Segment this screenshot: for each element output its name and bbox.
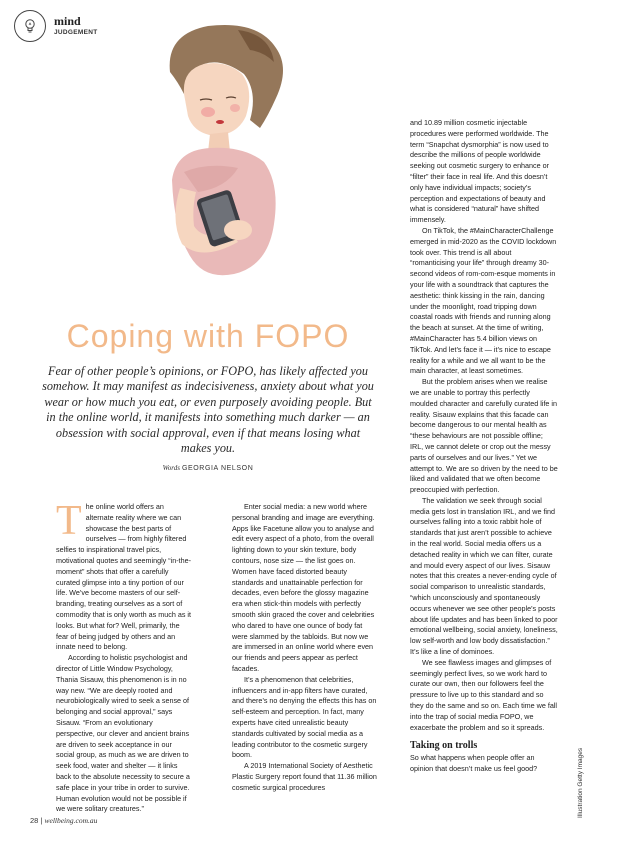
byline <box>40 464 376 472</box>
photo-credit: Illustration Getty Images <box>577 747 584 818</box>
footer-separator: | <box>40 816 43 825</box>
body-column-3 <box>410 118 558 775</box>
drop-cap: T <box>56 498 82 544</box>
page-footer <box>30 816 97 825</box>
body-column-1 <box>56 498 192 815</box>
body-paragraph: and 10.89 million cosmetic injectable procedures were performed worldwide. The term “Snapchat dysmorphia” is now used to describe the millions of people worldwide seeking out cosmetic surgery to enhance or “filter” their face in real life. And this doesn’t only have individual impacts; society’s perception and expectations of beauty and what is considered “natural” have shifted immensely. <box>410 118 550 225</box>
subheading: Taking on trolls <box>410 740 478 752</box>
byline-label: Words <box>162 464 180 472</box>
body-paragraph: Enter social media: a new world where personal branding and image are everything. Apps like Facetune allow you to analyse and edit every aspect of a photo, from the overall lighting down to your skin texture, body contours, nose size — the list goes on. Women have faced distorted beauty standards and unattainable perfection for decades, even before the glossy magazine era when stick-thin models with perfectly smooth skin graced the cover and celebrities who dared to have one ounce of body fat were slammed by the tabloids. But now we are immersed in an online world where even our friends and peers appear as perfect facades. <box>232 502 375 673</box>
watercolor-illustration <box>118 12 318 302</box>
page-number: 28 <box>30 816 39 825</box>
body-paragraph <box>56 498 192 653</box>
byline-name: GEORGIA NELSON <box>181 465 254 472</box>
section-header <box>14 10 98 42</box>
body-paragraph: We see flawless images and glimpses of seemingly perfect lives, so we work hard to curate our own, then our followers feel the pressure to live up to this standard and so they do the same and so on. Each time we fall into the trap of social media FOPO, we exacerbate the problem and so it spreads. <box>410 657 558 732</box>
body-column-2 <box>232 502 378 794</box>
website-url: wellbeing.com.au <box>44 816 98 825</box>
lightbulb-icon <box>14 10 46 42</box>
body-paragraph: It’s a phenomenon that celebrities, influencers and in-app filters have curated, and there’s no denying the effects this has on self-esteem and perception. In fact, many experts have cited unrealistic beauty standards cultivated by social media as a leading contributor to the cosmetic surgery boom. <box>232 674 377 760</box>
standfirst: Fear of other people’s opinions, or FOPO, has likely affected you somehow. It may manifest as indecisiveness, anxiety about what you wear or how much you eat, or even purposely avoiding people. But in the online world, it manifests into something much darker — an obsession with social approval, even if that means losing what makes you. <box>42 364 374 456</box>
body-paragraph: The validation we seek through social media gets lost in translation IRL, and we find ourselves falling into a toxic rabbit hole of standards that just aren’t possible to achieve in the real world. Social media offers us a detached reality in which we can filter, curate and mould every aspect of our lives. Sisauw notes that this creates a never-ending cycle of social comparison to unrealistic standards, “which unconsciously and spontaneously occurs whenever we see other people’s posts about life updates and has been linked to poor emotional wellbeing, social anxiety, loneliness, low self-worth and low body dissatisfaction.” It’s like a line of dominoes. <box>410 495 558 657</box>
body-paragraph: On TikTok, the #MainCharacterChallenge emerged in mid-2020 as the COVID lockdown took over. This trend is all about “romanticising your life” through dreamy 30-second videos of rom-com-esque moments in your life with a soundtrack that captures the aesthetic: think kissing in the rain, dancing under the moonlight, road tripping down coastal roads with friends and running along the beach at sunset. At the time of writing, #MainCharacter has 5.4 billion views on TikTok. And let’s face it — it’s nice to escape reality for a while and we all want to be the main character, at least sometimes. <box>410 225 557 376</box>
article-title: Coping with FOPO <box>66 318 350 354</box>
body-paragraph: But the problem arises when we realise we are unable to portray this perfectly moulded character and carefully curated life in reality. Sisauw explains that this facade can become dangerous to our mental health as “these behaviours are not possible offline; IRL, we cannot delete or crop out the messy parts of ourselves and our lives.” Yet we attempt to. We are so driven by the need to be liked and validated that we often become preoccupied with perfection. <box>410 377 558 495</box>
section-subtitle: JUDGEMENT <box>54 29 98 36</box>
body-paragraph-text: he online world offers an alternate reality where we can showcase the best parts of ourselves — from highly filtered selfies to inspirational travel pics, motivational quotes and seemingly “in-the-moment” shots that offer a carefully curated glimpse into a tiny portion of our life. We’ve become masters of our self-branding, treating ourselves as a sort of commodity that is only worth as much as it looks. But what for? Well, primarily, the fear of being judged by others and an innate need to belong. <box>56 502 192 652</box>
body-paragraph: A 2019 International Society of Aesthetic Plastic Surgery report found that 11.36 million cosmetic surgical procedures <box>232 761 377 792</box>
body-paragraph: So what happens when people offer an opinion that doesn’t make us feel good? <box>410 753 538 774</box>
body-paragraph: According to holistic psychologist and director of Little Window Psychology, Thania Sisauw, this phenomenon is in no way new. “We are deeply rooted and neurobiologically wired to seek a sense of belonging and social approval,” says Sisauw. “From an evolutionary perspective, our clever and ancient brains are driven to seek acceptance in our social group, as much as we are driven to seek food, water and shelter — it links back to the absolute necessity to secure a safe place in your tribe in order to survive. Human evolution would not be possible if we were solitary creatures.” <box>56 653 190 814</box>
section-title: mind <box>54 14 81 28</box>
